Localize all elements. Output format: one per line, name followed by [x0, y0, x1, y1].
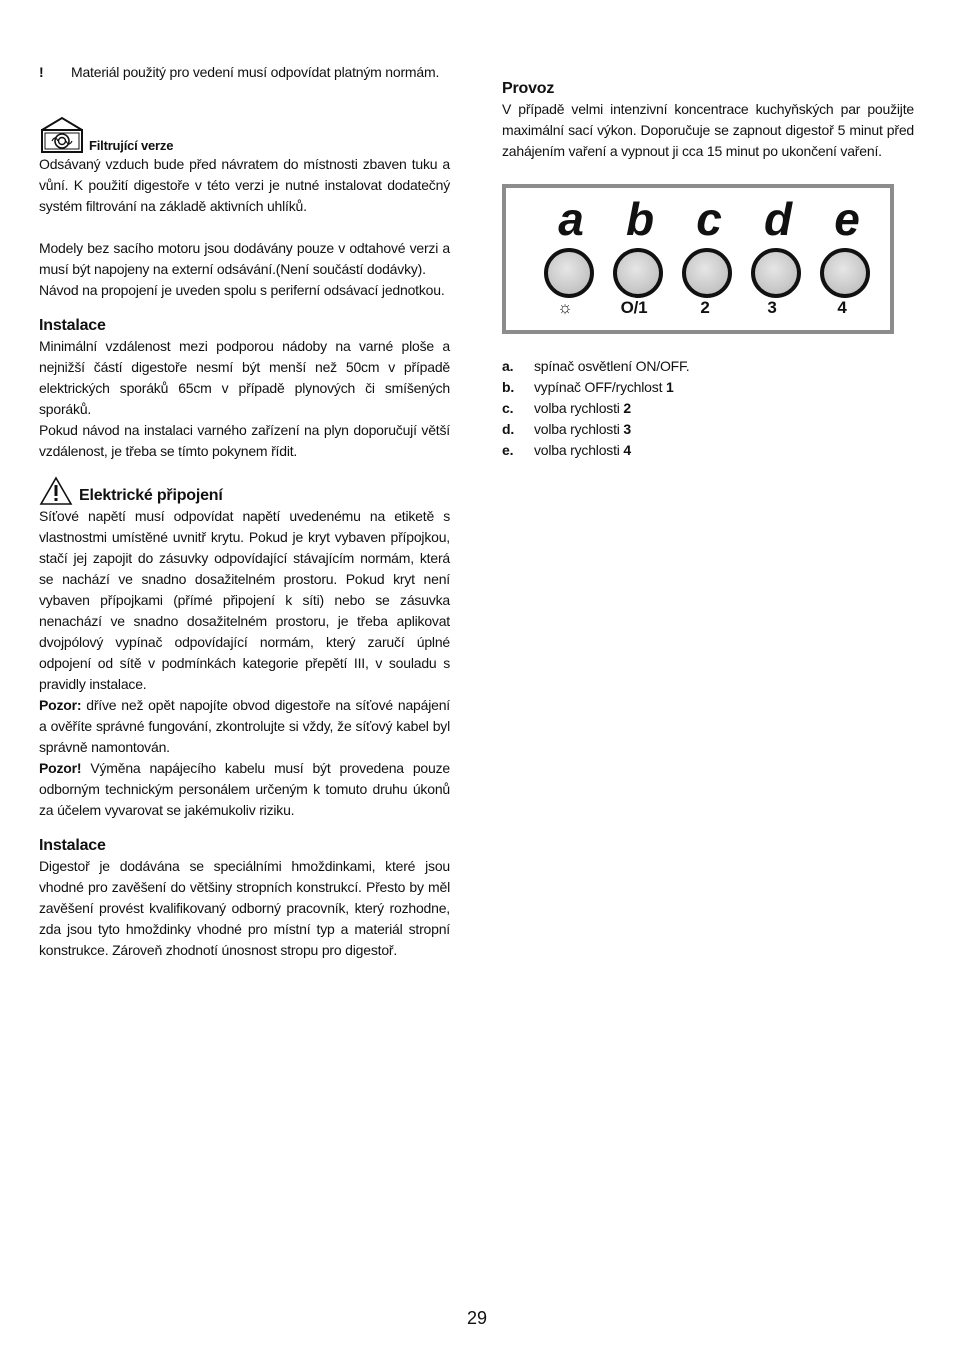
panel-letter-b: b [626, 193, 654, 245]
legend-text: spínač osvětlení ON/OFF. [534, 358, 690, 374]
provoz-heading: Provoz [502, 80, 555, 97]
panel-letter-c: c [696, 193, 722, 245]
legend-key: b. [502, 379, 515, 395]
left-column [39, 62, 450, 961]
legend-text: volba rychlosti 3 [534, 421, 631, 437]
knob-a [544, 248, 594, 298]
filter-label: Filtrující verze [89, 138, 174, 153]
install-heading-1: Instalace [39, 317, 106, 334]
warning-text-1: dříve než opět napojíte obvod digestoře na síťové napájení a ověříte správné fungování, zkontrolujte si vždy, že síťový kabel byl správně namontován. [39, 697, 450, 755]
electric-warning-1 [39, 695, 450, 758]
legend-text: vypínač OFF/rychlost 1 [534, 379, 674, 395]
list-item [502, 356, 914, 377]
panel-letter-d: d [764, 193, 792, 245]
material-note-text: Materiál použitý pro vedení musí odpovídat platným normám. [71, 64, 440, 80]
electric-warning-2 [39, 758, 450, 821]
electric-paragraph: Síťové napětí musí odpovídat napětí uvedenému na etiketě s vlastnostmi umístěné uvnitř krytu. Pokud je kryt vybaven přípojkou, stačí jej zapojit do zásuvky odpovídající stávajícím normám, která se nachází ve snadno dosažitelném prostoru. Pokud kryt není vybaven přípojkami (přímé připojení k síti) nebo se zásuvka nenachází ve snadno dosažitelném prostoru, je třeba aplikovat dvojpólový vypínač odpovídající normám, který zaručí úplné odpojení od sítě v podmínkách kategorie přepětí III, v souladu s pravidly instalace. [39, 508, 450, 692]
legend-key: c. [502, 400, 514, 416]
filter-heading [39, 116, 450, 154]
list-item [502, 440, 914, 461]
light-icon: ☼ [557, 298, 573, 317]
knob-e [820, 248, 870, 298]
exclamation-mark: ! [39, 64, 44, 80]
legend-text: volba rychlosti 4 [534, 442, 631, 458]
list-item [502, 398, 914, 419]
filter-paragraph-1: Odsávaný vzduch bude před návratem do místnosti zbaven tuku a vůní. K použití digestoře v této verzi je nutné instalovat dodatečný systém filtrování na základě aktivních uhlíků. [39, 156, 450, 214]
symbol-power: O/1 [620, 298, 648, 317]
filter-hood-icon [39, 116, 85, 154]
filter-paragraph-2: Modely bez sacího motoru jsou dodávány pouze v odtahové verzi a musí být napojeny na externí odsávání.(Není součástí dodávky). [39, 240, 450, 277]
provoz-paragraph: V případě velmi intenzivní koncentrace kuchyňských par použijte maximální sací výkon. Doporučuje se zapnout digestoř 5 minut před zahájením vaření a vypnout ji cca 15 minut po ukončení vaření. [502, 101, 914, 159]
material-note [39, 62, 450, 83]
warning-label-2: Pozor! [39, 760, 82, 776]
electric-title: Elektrické připojení [79, 487, 223, 504]
list-item [502, 419, 914, 440]
warning-label-1: Pozor: [39, 697, 82, 713]
right-column [502, 78, 914, 461]
warning-triangle-icon [39, 476, 73, 506]
panel-letter-a: a [558, 193, 584, 245]
list-item [502, 377, 914, 398]
legend-key: d. [502, 421, 515, 437]
knob-b [613, 248, 663, 298]
knob-d [751, 248, 801, 298]
legend-key: e. [502, 442, 514, 458]
legend-key: a. [502, 358, 514, 374]
panel-legend [502, 356, 914, 461]
warning-text-2: Výměna napájecího kabelu musí být provedena pouze odborným technickým personálem určeným k tomuto druhu úkonů za účelem vyvarovat se jakémukoliv riziku. [39, 760, 450, 818]
electric-heading [39, 476, 450, 506]
symbol-speed-3: 3 [767, 298, 777, 317]
symbol-speed-2: 2 [700, 298, 710, 317]
symbol-speed-4: 4 [837, 298, 847, 317]
install-heading-2: Instalace [39, 837, 106, 854]
page-number: 29 [466, 1308, 488, 1328]
legend-text: volba rychlosti 2 [534, 400, 631, 416]
install-paragraph-2: Pokud návod na instalaci varného zařízení na plyn doporučují větší vzdálenost, je třeba se tímto pokynem řídit. [39, 422, 450, 459]
install2-paragraph: Digestoř je dodávána se speciálními hmoždinkami, které jsou vhodné pro zavěšení do většiny stropních konstrukcí. Přesto by měl zavěšení provést kvalifikovaný odborný pracovník, který rozhodne, zda jsou tyto hmoždinky vhodné pro místní typ a materiál stropní konstrukce. Zároveň zhodnotí únosnost stropu pro digestoř. [39, 858, 450, 958]
panel-letters [506, 192, 890, 246]
control-panel-diagram [502, 184, 894, 334]
knob-c [682, 248, 732, 298]
install-paragraph-1: Minimální vzdálenost mezi podporou nádoby na varné ploše a nejnižší částí digestoře nesmí být menší než 50cm v případě elektrických sporáků 65cm v případě plynových či smíšených sporáků. [39, 338, 450, 417]
filter-paragraph-3: Návod na propojení je uveden spolu s periferní odsávací jednotkou. [39, 282, 445, 298]
panel-letter-e: e [834, 193, 860, 245]
